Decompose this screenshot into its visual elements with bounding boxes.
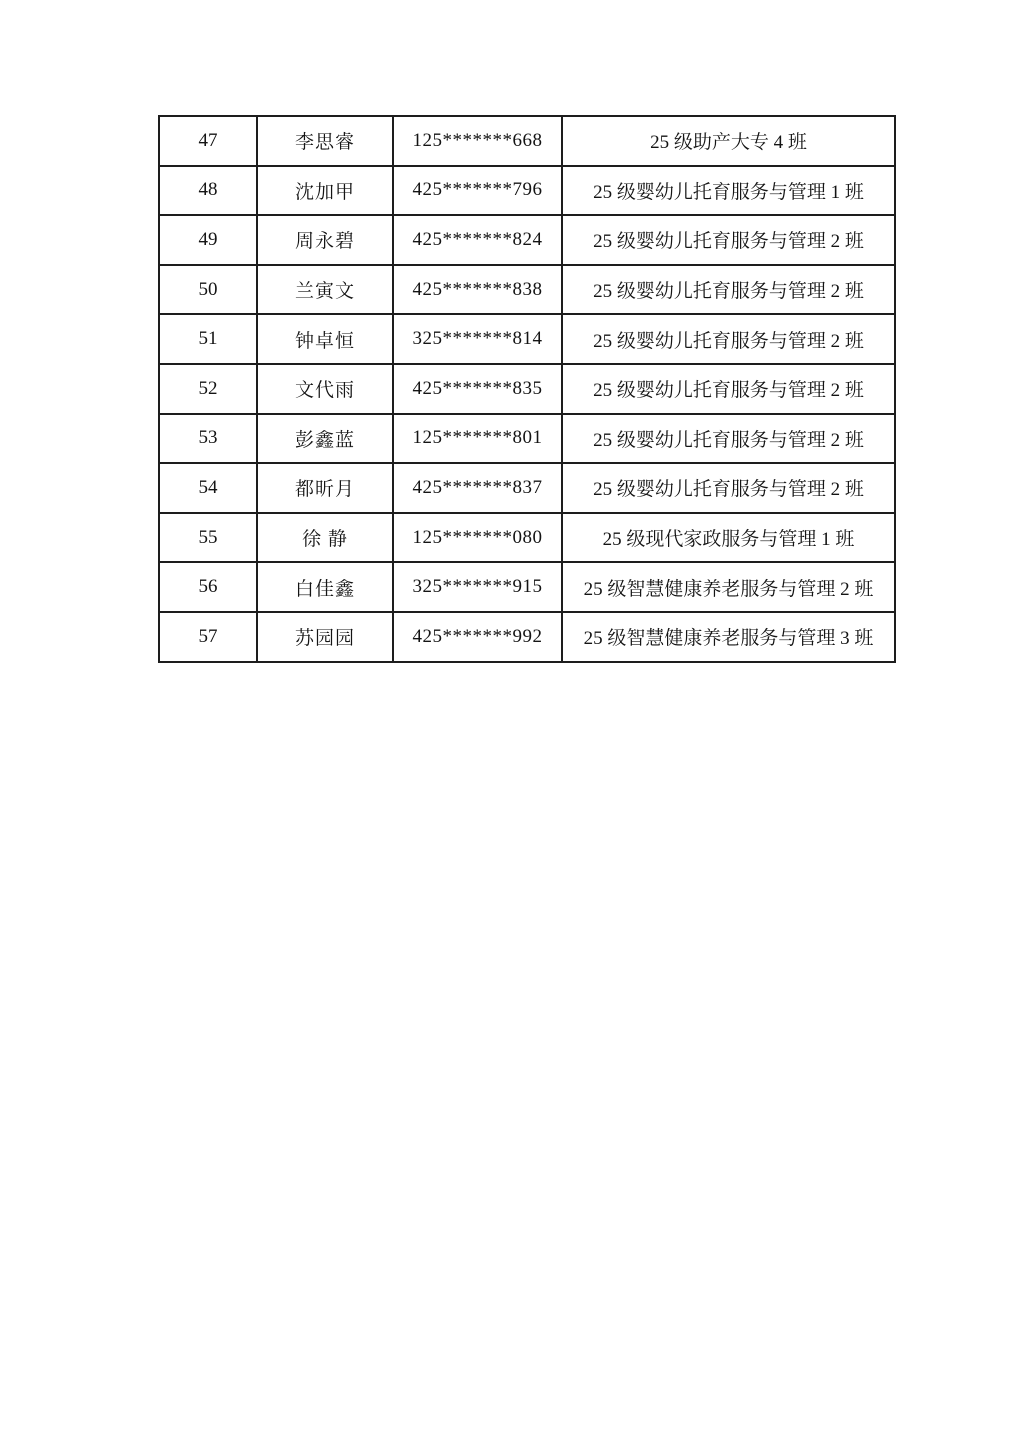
class-name-cell: 25 级婴幼儿托育服务与管理 2 班 xyxy=(562,314,895,364)
row-number-cell: 48 xyxy=(159,166,257,216)
masked-id-cell: 125*******668 xyxy=(393,116,562,166)
table-row xyxy=(159,166,895,216)
class-name-cell: 25 级婴幼儿托育服务与管理 2 班 xyxy=(562,265,895,315)
row-number-cell: 50 xyxy=(159,265,257,315)
masked-id-cell: 325*******915 xyxy=(393,562,562,612)
masked-id-cell: 125*******801 xyxy=(393,414,562,464)
row-number-cell: 53 xyxy=(159,414,257,464)
row-number-cell: 49 xyxy=(159,215,257,265)
table-row xyxy=(159,513,895,563)
student-name-cell: 李思睿 xyxy=(257,116,393,166)
student-name-cell: 兰寅文 xyxy=(257,265,393,315)
masked-id-cell: 425*******992 xyxy=(393,612,562,662)
row-number-cell: 54 xyxy=(159,463,257,513)
student-name-cell: 钟卓恒 xyxy=(257,314,393,364)
table-row xyxy=(159,463,895,513)
row-number-cell: 51 xyxy=(159,314,257,364)
student-name-cell: 彭鑫蓝 xyxy=(257,414,393,464)
student-name-cell: 文代雨 xyxy=(257,364,393,414)
class-name-cell: 25 级婴幼儿托育服务与管理 2 班 xyxy=(562,463,895,513)
student-roster-table xyxy=(158,115,896,663)
table-row xyxy=(159,364,895,414)
student-name-cell: 沈加甲 xyxy=(257,166,393,216)
table-row xyxy=(159,215,895,265)
masked-id-cell: 425*******796 xyxy=(393,166,562,216)
table-row xyxy=(159,116,895,166)
table-row xyxy=(159,562,895,612)
row-number-cell: 55 xyxy=(159,513,257,563)
row-number-cell: 52 xyxy=(159,364,257,414)
masked-id-cell: 425*******837 xyxy=(393,463,562,513)
class-name-cell: 25 级智慧健康养老服务与管理 2 班 xyxy=(562,562,895,612)
table-row xyxy=(159,265,895,315)
class-name-cell: 25 级婴幼儿托育服务与管理 2 班 xyxy=(562,364,895,414)
table-row xyxy=(159,414,895,464)
student-name-cell: 周永碧 xyxy=(257,215,393,265)
masked-id-cell: 425*******838 xyxy=(393,265,562,315)
row-number-cell: 47 xyxy=(159,116,257,166)
student-name-cell: 白佳鑫 xyxy=(257,562,393,612)
student-name-cell: 苏园园 xyxy=(257,612,393,662)
masked-id-cell: 125*******080 xyxy=(393,513,562,563)
class-name-cell: 25 级婴幼儿托育服务与管理 2 班 xyxy=(562,215,895,265)
class-name-cell: 25 级助产大专 4 班 xyxy=(562,116,895,166)
table-row xyxy=(159,612,895,662)
class-name-cell: 25 级现代家政服务与管理 1 班 xyxy=(562,513,895,563)
class-name-cell: 25 级婴幼儿托育服务与管理 1 班 xyxy=(562,166,895,216)
masked-id-cell: 425*******824 xyxy=(393,215,562,265)
masked-id-cell: 425*******835 xyxy=(393,364,562,414)
student-name-cell: 都昕月 xyxy=(257,463,393,513)
student-name-cell: 徐 静 xyxy=(257,513,393,563)
masked-id-cell: 325*******814 xyxy=(393,314,562,364)
class-name-cell: 25 级智慧健康养老服务与管理 3 班 xyxy=(562,612,895,662)
row-number-cell: 57 xyxy=(159,612,257,662)
row-number-cell: 56 xyxy=(159,562,257,612)
table-row xyxy=(159,314,895,364)
class-name-cell: 25 级婴幼儿托育服务与管理 2 班 xyxy=(562,414,895,464)
